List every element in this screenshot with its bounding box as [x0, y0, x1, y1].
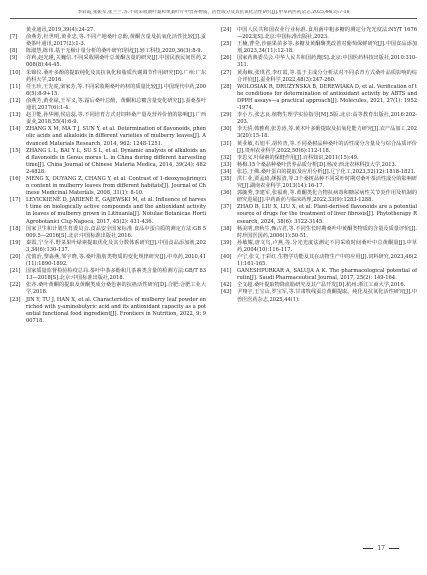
- reference-number: [27]: [221, 69, 232, 76]
- reference-text: 孙敏耀,唐文鸟,卢燕,等.分光光度法测定不同采收时间桑叶中总黄酮量[J].中草药,2004(10):116-117.: [237, 239, 417, 253]
- reference-entry: [10, 197, 206, 225]
- reference-entry: [221, 240, 417, 254]
- left-reference-column: [10, 27, 206, 325]
- reference-text: 郭毓秀,李建军,张福莉,等.黄酮类化合物抗病毒和糖尿病性关节炎作用及机制的研究进展[J].中药新药与临床药理,2022,33(9):1283-1288.: [237, 190, 417, 204]
- reference-text: WOLOSIAK R, DRUŻYŃSKA B, DEREWIAKA D, et al. Verification of the conditions for determination of antioxidant activity by ABTS and DPPH assays—a practical approach[J]. Molecules, 2021, 27(1): 1952-1974.: [237, 83, 417, 112]
- reference-entry: [221, 254, 417, 268]
- reference-entry: [221, 141, 417, 155]
- reference-number: [33]: [221, 161, 232, 168]
- reference-entry: [221, 84, 417, 112]
- reference-text: 俞燕芳,杜世明,黄业忠,等.不同产地桑叶总酚,黄酮含量及抗氧化活性比较[J].蚕桑茶叶通讯,2017(2):1-3.: [26, 34, 206, 48]
- reference-number: [40]: [221, 254, 232, 260]
- reference-entry: [221, 289, 417, 303]
- reference-entry: [10, 55, 206, 69]
- reference-number: [25]: [221, 41, 232, 48]
- reference-number: [36]: [221, 190, 232, 197]
- page-number-dash-right: [389, 548, 399, 549]
- page-number-value: 17: [377, 545, 385, 552]
- reference-entry: [221, 190, 417, 204]
- reference-number: [11]: [10, 83, 21, 90]
- reference-entry: [221, 55, 417, 69]
- reference-number: [18]: [10, 225, 21, 232]
- reference-text: ZHAO B, LIU X, LIU X, et al. Plant-derived flavonoids are a potential source of drugs for the treatment of liver fibrosis[J]. Phytotherapy Research, 2024, 38(6): 3122-3145.: [237, 204, 417, 225]
- reference-entry: [221, 204, 417, 225]
- reference-entry: [221, 268, 417, 282]
- reference-number: [30]: [221, 126, 232, 133]
- reference-text: MENG X, OUYANG Z, CHANG Y, et al. Contrast of 1-deoxynojirimycin content in mulberry leaves from different habitats[J]. Journal of Chinese Medicinal Materials, 2008, 31(1): 8-10.: [26, 175, 206, 197]
- reference-entry: [10, 240, 206, 254]
- reference-number: [22]: [10, 282, 21, 289]
- reference-number: [12]: [10, 97, 21, 104]
- reference-text: LEVICKIENĖ D, JARIENĖ E, GAJEWSKI M, et al. Influence of harvest time on biologically active compounds and the antioxidant activity in leaves of mulberry grown in Lithuania[J]. Notulae Botanicae Horti Agrobotanici Cluj-Napoca, 2017, 45(2): 431-436.: [26, 197, 206, 225]
- reference-number: [20]: [10, 254, 21, 260]
- reference-number: [41]: [221, 268, 232, 275]
- reference-number: [15]: [10, 147, 21, 154]
- reference-entry: [10, 70, 206, 84]
- reference-entry: [221, 162, 417, 169]
- reference-text: 杨梅.15个桑品种桑叶营养品质分析[D].杨凌:西北农林科技大学,2013.: [237, 161, 397, 168]
- reference-number: [8]: [10, 48, 18, 55]
- reference-text: 王楠,曹莹,沙丽果苗多等.多糖及黄酮酶类改善对葡萄保鲜研究[J].中国食品添加剂,2023,34(11):12-18.: [237, 41, 417, 55]
- reference-entry: [221, 169, 417, 176]
- reference-text: 朱锦仪.桑叶多酚的提取纯化及其抗氧化和脂质代谢调节作用研究[D].广州:广东药科大学,2016.: [26, 69, 206, 83]
- header-rule: [10, 18, 417, 19]
- continued-reference-text: 黄业通讯,2019,39(4):24-27.: [26, 27, 95, 33]
- reference-entry: [221, 27, 417, 41]
- reference-entry: [10, 268, 206, 282]
- reference-number: [23]: [10, 296, 21, 303]
- reference-number: [21]: [10, 268, 21, 275]
- reference-number: [9]: [10, 55, 18, 62]
- reference-text: 尹翔宇,王宝山,罗宝军,等.甘肃牧线蚕总黄酮提取、纯化及抗氧化活性研究[J].中兽医医药杂志,2025,44(1):: [237, 289, 417, 303]
- reference-number: [29]: [221, 112, 232, 119]
- reference-number: [19]: [10, 239, 21, 246]
- reference-entry: [10, 34, 206, 48]
- reference-entry: [221, 176, 417, 190]
- reference-text: 黄业敏,石旭平,胡传青,等.不同桑树品种桑叶的活性成分含量及与综合品质评价[J].贵州农业科学,2022,50(6):112-118.: [237, 140, 417, 154]
- page-number: [363, 545, 399, 552]
- reference-number: [43]: [221, 289, 232, 296]
- reference-entry: [221, 41, 417, 55]
- reference-entry: [10, 176, 206, 197]
- reference-number: [35]: [221, 175, 232, 182]
- reference-entry: [221, 126, 417, 140]
- reference-text: 国家卫生和计划生育委员会.食品安全国家标准 食品中蛋白质的测定方法:GB 5009.5—2016[S].北京:中国标准出版社,2016.: [26, 225, 206, 239]
- reference-entry: [10, 112, 206, 126]
- reference-number: [10]: [10, 69, 21, 76]
- reference-text: 黄海鲸,张琪君,李红霞,等.基于主成分分析法对不同杀青方式桑叶品质影响的综合评价[J].蚕业科学,2022,48(3):247-260.: [237, 69, 417, 83]
- reference-number: [13]: [10, 112, 21, 119]
- reference-entry: [10, 98, 206, 112]
- reference-text: 洪仁业,贾孟琦,颜振清,等.3个桑树品种不同采叶时期对桑叶茶活性成分的影响研究[J].湖南农业科学,2013(14):16-17.: [237, 175, 417, 190]
- reference-text: 秦霞,宁全平.野菜果叶绿素提取优化及其分数体系研究[J].中国食品添加剂,2023,34(6):130-137.: [26, 239, 206, 253]
- reference-text: 俞燕芳,黄业禄,王军义,等.霜后桑叶总酚、黄酮和总糖含量变化研究[J].蚕桑茶叶通讯,2017(6):1-4.: [26, 97, 206, 112]
- reference-text: 卢宁,张文,于彩红.生物学功能及其在动物生产中的应用[J].饲料研究,2023,46(21):161-165.: [237, 254, 417, 268]
- reference-text: 仝文超.桑叶提取物降血脂研究及其产品开发[D].杭州:浙江工商大学,2016.: [237, 282, 406, 289]
- reference-number: [39]: [221, 239, 232, 246]
- reference-text: 许莉,赵光瑾,关巍信.不同采收期桑叶总黄酮含量的研究[J].中国民族民间医药,2008(8):44-45.: [26, 55, 206, 69]
- reference-text: 任玉珍,王先虎,梁家芳,等.不同采收期桑叶药材的质量比较[J].中国现代中药,2006(5):8-9+15.: [26, 83, 206, 97]
- reference-number: [32]: [221, 154, 232, 161]
- reference-entry: [10, 148, 206, 176]
- reference-entry: [10, 226, 206, 240]
- reference-entry: [10, 254, 206, 268]
- reference-text: 国家质量监督检验检疫总局.茶叶中茶多酚和儿茶素类含量的检测方法:GB/T 8313—2018[S].北京:中国标准出版社,2018.: [26, 268, 206, 282]
- reference-entry: [10, 126, 206, 147]
- reference-number: [17]: [10, 197, 21, 204]
- reference-number: [37]: [221, 204, 232, 211]
- reference-text: ZHANG L L, BAI Y L, SU S L, et al. Dynamic analysis of alkaloids and flavonoids in Genus morus L. in China during different harvesting time[J]. China Journal of Chinese Materia Medica, 2014, 39(24): 4822-4828.: [26, 147, 206, 175]
- reference-entry: [221, 226, 417, 240]
- reference-text: JIN Y, TU J, HAN X, et al. Characteristics of mulberry leaf powder enriched with γ-aminobutyric acid and its antioxidant capacity as a potential functional food ingredient[J]. Frontiers in Nutrition, 2022, 9: 900718.: [26, 296, 206, 324]
- reference-number: [14]: [10, 126, 21, 133]
- reference-text: 赵卫能,孙华刚,侯启蕊,等.不同培育方式对饲料桑产量及营养价值的影响[J].广西蚕业,2018,55(4):6-9.: [26, 112, 206, 126]
- reference-entry: [221, 155, 417, 162]
- reference-text: 张齐.桑叶黄酮的提取及黄酮类成分桑色素的抗癌活性研究[D].合肥:合肥工业大学,2018.: [26, 282, 206, 296]
- reference-entry: [10, 84, 206, 98]
- reference-entry: [10, 297, 206, 325]
- reference-text: 李小方,张志良.植物生理学实验指导[M].5版.北京:高等教育出版社,2016:202-203.: [237, 112, 417, 126]
- running-head: 李彩霞,张振军,张兰兰,等.不同采收期叶桑和果桑叶片中营养物质、活性成分及其抗氧化活性研究[J].中草药医药杂志,2025,44(3):7-18: [77, 10, 350, 15]
- reference-text: ZHANG X M, MA T J, SUN Y, et al. Determination of flavonoids, phenolic acids and alkaloids in different varieties of mulberry leaves[J]. Advanced Materials Research, 2014, 962: 1248-1251.: [26, 126, 206, 147]
- reference-number: [16]: [10, 175, 21, 182]
- reference-entry: [10, 282, 206, 296]
- reference-text: 陈淑慧,陈伟.基于无极计量分析的桑叶研究现状[J].轻工科技,2020,36(3):8-9.: [26, 48, 203, 55]
- reference-number: [34]: [221, 168, 232, 175]
- reference-text: 沈慎治,黎淼燕,邹宇晓,等.桑叶脂肪类物质的变化规律研究[J].中草药,2010,41(11):1890-1892.: [26, 254, 206, 268]
- reference-number: [31]: [221, 140, 232, 147]
- reference-number: [7]: [10, 34, 18, 41]
- reference-number: [38]: [221, 225, 232, 232]
- reference-number: [24]: [221, 27, 232, 33]
- right-reference-column: [221, 27, 417, 304]
- reference-text: GANESHPURKAR A, SALUJA A K. The pharmacological potential of rutin[J]. Saudi Pharmaceutical Journal, 2017, 25(2): 149-164.: [237, 268, 417, 282]
- reference-text: 杨美明,唐秋生,甄占君,等.不同生长时期桑叶中黄酮类物质的含量及质量评价[J].时珍国医国药,2006(1):50-51.: [237, 225, 417, 239]
- reference-text: 国家药典委员会.中华人民共和国药典[S].北京:中国医药科技出版社,2010:310-311.: [237, 55, 417, 69]
- reference-text: 李思义.叶绿素的保健作用[J].百科知识,2011(15):49.: [237, 154, 359, 161]
- reference-entry: [221, 112, 417, 126]
- reference-entry: [221, 70, 417, 84]
- reference-text: 李天骄,韩雅莉,张芳涛,等.黄木叶多酚提取及抗氧化能力研究[J].农产品加工,2023(20):15-18.: [237, 126, 417, 140]
- page-number-dash-left: [363, 548, 373, 549]
- reference-number: [26]: [221, 55, 232, 62]
- reference-text: 张芯,王佛.桑叶蛋白的提取及应用分析[J].辽宁化工,2023,52(12):1818-1821.: [237, 168, 416, 175]
- reference-number: [42]: [221, 282, 232, 289]
- reference-number: [28]: [221, 83, 232, 90]
- reference-text: 中国人民共和国农业行业标准.食用菌中粗多糖的测定分光光度法:NY/T 1676—2023[S].北京:中国标准出版社,2023.: [237, 27, 417, 41]
